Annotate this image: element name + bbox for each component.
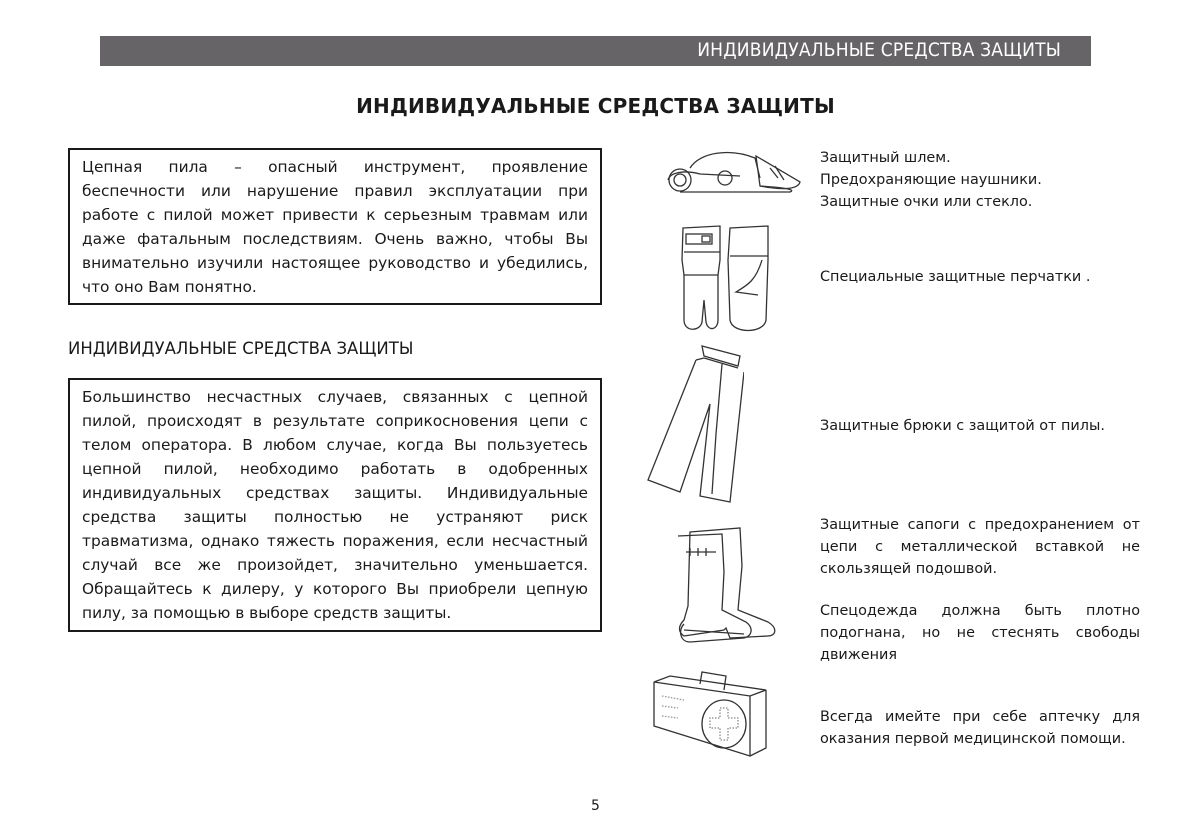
warning-box	[68, 148, 602, 305]
header-bar-title: ИНДИВИДУАЛЬНЫЕ СРЕДСТВА ЗАЩИТЫ	[697, 39, 1061, 61]
gloves-icon	[678, 220, 774, 335]
ppe-item-line: Защитный шлем.	[820, 150, 951, 166]
page-number: 5	[591, 798, 600, 814]
ppe-item-line: Защитные сапоги с предохранением от цепи с металлической вставкой не скользящей подошвой.	[820, 517, 1140, 577]
ppe-info-text: Большинство несчастных случаев, связанных с цепной пилой, происходят в результате соприкосновения цепи с телом оператора. В любом случае, когда Вы пользуетесь цепной пилой, необходимо работать в одобренных индивидуальных средствах защиты. Индивидуальные средства защиты полностью не устраняют риск травматизма, однако тяжесть поражения, если несчастный случай все же произойдет, значительно уменьшается. Обращайтесь к дилеру, у которого Вы приобрели цепную пилу, за помощью в выборе средств защиты.	[82, 388, 588, 622]
ppe-item-gloves	[820, 266, 1140, 288]
ppe-item-line: Защитные брюки с защитой от пилы.	[820, 418, 1105, 434]
helmet-icon	[660, 148, 805, 196]
ppe-item-boots	[820, 514, 1140, 580]
header-bar	[100, 36, 1091, 66]
boots-icon	[668, 526, 780, 644]
ppe-item-helmet	[820, 147, 1140, 213]
ppe-item-line: Предохраняющие наушники.	[820, 172, 1042, 188]
ppe-item-first-aid	[820, 706, 1140, 750]
ppe-info-box	[68, 378, 602, 632]
trousers-icon	[644, 344, 744, 504]
ppe-item-line: Всегда имейте при себе аптечку для оказания первой медицинской помощи.	[820, 709, 1140, 747]
ppe-item-line: Специальные защитные перчатки .	[820, 269, 1091, 285]
ppe-item-trousers	[820, 415, 1140, 437]
ppe-item-line: Защитные очки или стекло.	[820, 194, 1033, 210]
ppe-item-clothing	[820, 600, 1140, 666]
first-aid-kit-icon	[650, 666, 770, 761]
ppe-item-line: Спецодежда должна быть плотно подогнана, но не стеснять свободы движения	[820, 603, 1140, 663]
section-heading: ИНДИВИДУАЛЬНЫЕ СРЕДСТВА ЗАЩИТЫ	[68, 339, 414, 358]
warning-text: Цепная пила – опасный инструмент, проявление беспечности или нарушение правил эксплуатации при работе с пилой может привести к серьезным травмам или даже фатальным последствиям. Очень важно, чтобы Вы внимательно изучили настоящее руководство и убедились, что оно Вам понятно.	[82, 158, 588, 296]
page-title: ИНДИВИДУАЛЬНЫЕ СРЕДСТВА ЗАЩИТЫ	[356, 94, 835, 118]
